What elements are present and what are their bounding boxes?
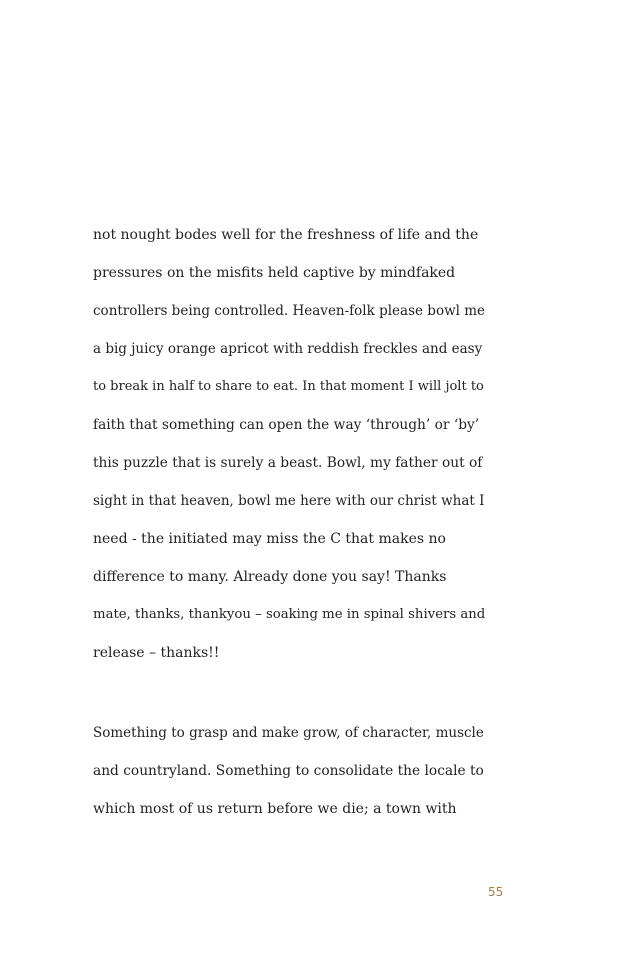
text-line: faith that something can open the way ‘through’ or ‘by’ xyxy=(93,417,480,433)
text-line: release – thanks!! xyxy=(93,645,220,661)
text-line: sight in that heaven, bowl me here with our christ what I xyxy=(93,493,485,509)
text-line: a big juicy orange apricot with reddish freckles and easy xyxy=(93,341,483,357)
text-line: controllers being controlled. Heaven-folk please bowl me xyxy=(93,303,486,319)
text-line: and countryland. Something to consolidate the locale to xyxy=(93,763,484,779)
text-line: need - the initiated may miss the C that makes no xyxy=(93,531,446,547)
text-line: not nought bodes well for the freshness of life and the xyxy=(93,227,479,243)
text-line: difference to many. Already done you say! Thanks xyxy=(93,569,447,585)
text-line: to break in half to share to eat. In that moment I will jolt to xyxy=(93,379,484,394)
page-number: 55 xyxy=(488,885,504,899)
text-line: mate, thanks, thankyou – soaking me in spinal shivers and xyxy=(93,607,486,622)
text-line: this puzzle that is surely a beast. Bowl, my father out of xyxy=(93,455,483,471)
text-line: pressures on the misfits held captive by mindfaked xyxy=(93,265,456,281)
text-line: which most of us return before we die; a town with xyxy=(93,801,457,817)
text-line: Something to grasp and make grow, of character, muscle xyxy=(93,725,484,741)
